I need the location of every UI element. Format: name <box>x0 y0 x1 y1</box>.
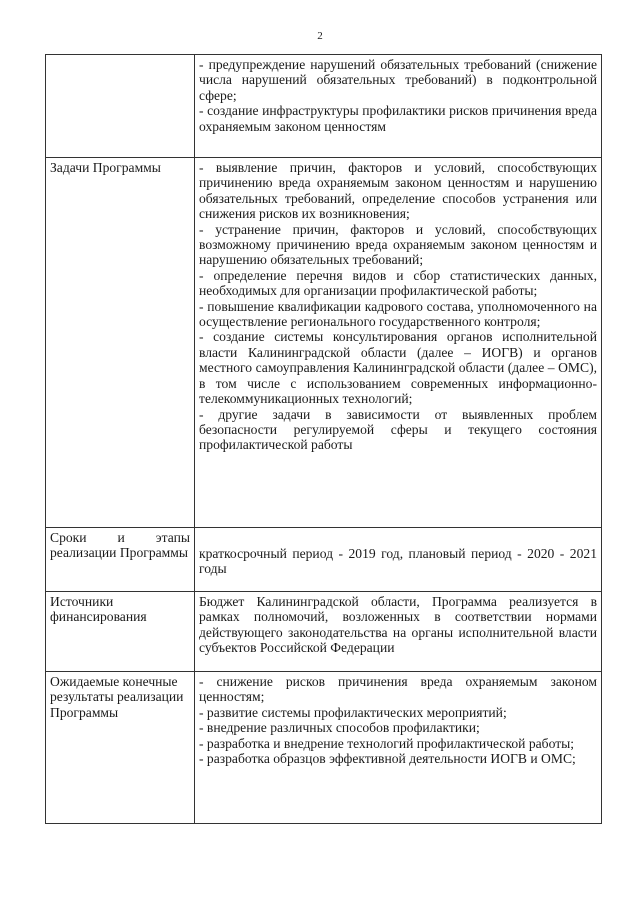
table-row <box>46 55 602 158</box>
list-item: - внедрение различных способов профилактики; <box>199 720 480 736</box>
row-value-goals-continued <box>195 55 602 158</box>
table-row <box>46 592 602 672</box>
row-label <box>46 55 195 158</box>
row-value-funding <box>195 592 602 672</box>
list-item: - разработка образцов эффективной деятельности ИОГВ и ОМС; <box>199 751 576 767</box>
list-item: - снижение рисков причинения вреда охраняемым законом ценностям; <box>199 674 597 705</box>
row-value-terms <box>195 528 602 592</box>
row-label-tasks: Задачи Программы <box>46 158 195 528</box>
row-label-results: Ожидаемые конечные результаты реализации Программы <box>46 672 195 824</box>
list-item: - другие задачи в зависимости от выявленных проблем безопасности регулируемой сферы и текущего состояния профилактической работы <box>199 406 597 453</box>
table-row <box>46 528 602 592</box>
list-item: краткосрочный период - 2019 год, плановый период - 2020 - 2021 годы <box>199 546 597 577</box>
list-item: - определение перечня видов и сбор статистических данных, необходимых для организации профилактической работы; <box>199 267 597 299</box>
list-item: Бюджет Калининградской области, Программа реализуется в рамках полномочий, возложенных в соответствии нормами действующего законодательства на органы исполнительной власти субъектов Российской Федерации <box>199 594 597 656</box>
list-item: - повышение квалификации кадрового состава, уполномоченного на осуществление регионального государственного контроля; <box>199 298 597 330</box>
list-item: - выявление причин, факторов и условий, способствующих причинению вреда охраняемым законом ценностям и нарушению обязательных требований, определение способов устранения или снижения рисков их возникновения; <box>199 160 597 222</box>
row-value-tasks <box>195 158 602 528</box>
list-item: - устранение причин, факторов и условий, способствующих возможному причинению вреда охраняемым законом ценностям и нарушению обязательных требований; <box>199 221 597 268</box>
page-number: 2 <box>317 30 323 42</box>
list-item: - создание инфраструктуры профилактики рисков причинения вреда охраняемым законом ценностям <box>199 103 597 134</box>
list-item: - предупреждение нарушений обязательных требований (снижение числа нарушений обязательных требований) в подконтрольной сфере; <box>199 57 597 103</box>
list-item: - разработка и внедрение технологий профилактической работы; <box>199 735 575 751</box>
program-passport-table <box>45 54 602 824</box>
row-value-results <box>195 672 602 824</box>
list-item: - создание системы консультирования органов исполнительной власти Калининградской области (далее – ИОГВ) и органов местного самоуправления Калининградской области (далее – ОМС), в том числе с использованием современных информационно-телекоммуникационных технологий; <box>199 329 597 407</box>
row-label-terms: Сроки и этапы реализации Программы <box>46 528 195 592</box>
row-label-funding: Источники финансирования <box>46 592 195 672</box>
list-item: - развитие системы профилактических мероприятий; <box>199 704 507 720</box>
table-row <box>46 158 602 528</box>
table-row <box>46 672 602 824</box>
